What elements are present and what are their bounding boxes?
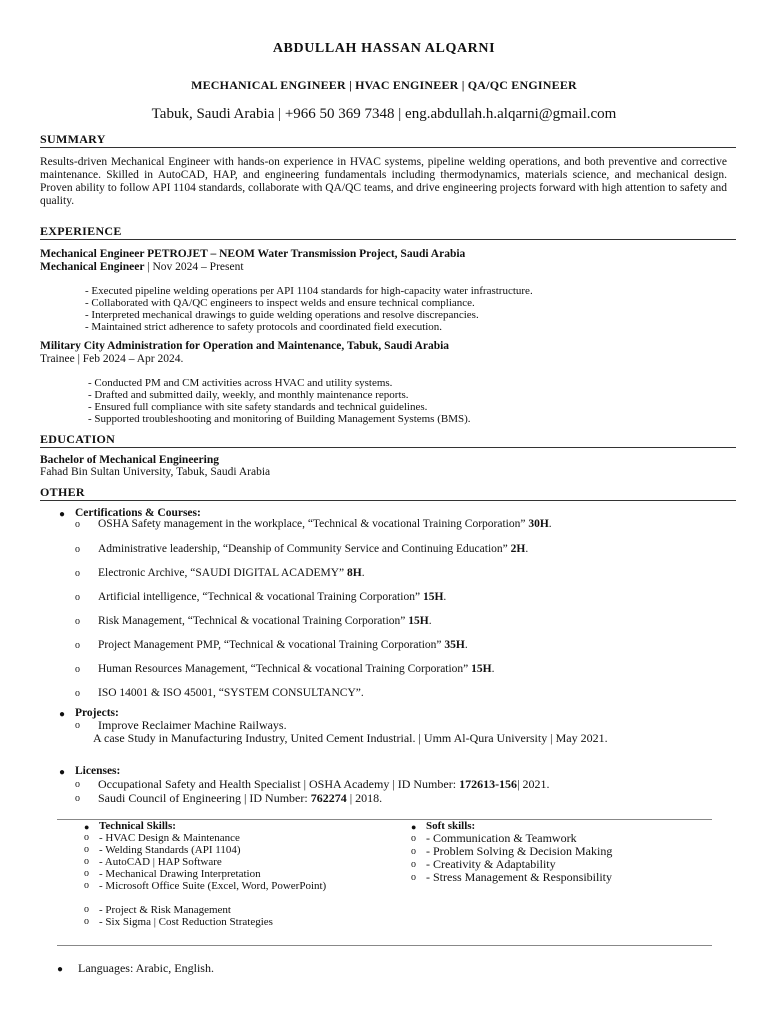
ring-bullet-icon: o	[75, 592, 80, 603]
job-bullet: - Collaborated with QA/QC engineers to inspect welds and ensure technical compliance.	[85, 297, 475, 309]
ring-bullet-icon: o	[75, 779, 80, 790]
certs-heading: Certifications & Courses:	[75, 507, 201, 519]
job-bullet: - Ensured full compliance with site safety standards and technical guidelines.	[88, 401, 428, 413]
degree: Bachelor of Mechanical Engineering	[40, 454, 219, 466]
bullet-icon: ●	[411, 822, 417, 832]
project-detail: A case Study in Manufacturing Industry, United Cement Industrial. | Umm Al-Qura University | May 2021.	[93, 731, 608, 745]
project-title: Improve Reclaimer Machine Railways.	[98, 718, 287, 732]
job-bullet: - Drafted and submitted daily, weekly, and monthly maintenance reports.	[88, 389, 409, 401]
job-bullet: - Executed pipeline welding operations per API 1104 standards for high-capacity water infrastructure.	[85, 285, 533, 297]
candidate-name: ABDULLAH HASSAN ALQARNI	[272, 41, 496, 56]
ring-bullet-icon: o	[84, 904, 89, 915]
job-org: Military City Administration for Operation and Maintenance, Tabuk, Saudi Arabia	[40, 340, 450, 352]
section-heading-other: OTHER	[40, 486, 736, 501]
ring-bullet-icon: o	[75, 664, 80, 675]
cert-item: Administrative leadership, “Deanship of Community Service and Continuing Education” 2H.	[98, 543, 529, 555]
cert-item: Electronic Archive, “SAUDI DIGITAL ACADEMY” 8H.	[98, 567, 365, 579]
job-role: Trainee | Feb 2024 – Apr 2024.	[40, 353, 184, 365]
ring-bullet-icon: o	[75, 793, 80, 804]
job-role: Mechanical Engineer | Nov 2024 – Present	[40, 261, 244, 273]
bullet-icon: ●	[59, 509, 66, 520]
ring-bullet-icon: o	[75, 544, 80, 555]
projects-heading: Projects:	[75, 707, 119, 719]
ring-bullet-icon: o	[75, 688, 80, 699]
ring-bullet-icon: o	[411, 859, 416, 870]
technical-skill: - Microsoft Office Suite (Excel, Word, PowerPoint)	[99, 880, 327, 892]
ring-bullet-icon: o	[75, 640, 80, 651]
ring-bullet-icon: o	[411, 846, 416, 857]
job-bullet: - Interpreted mechanical drawings to guide welding operations and resolve discrepancies.	[85, 309, 479, 321]
job-bullet: - Conducted PM and CM activities across HVAC and utility systems.	[88, 377, 393, 389]
section-heading-education: EDUCATION	[40, 433, 736, 448]
cert-item: OSHA Safety management in the workplace, “Technical & vocational Training Corporation” 30H.	[98, 518, 552, 530]
ring-bullet-icon: o	[75, 616, 80, 627]
contact-line: Tabuk, Saudi Arabia | +966 50 369 7348 | eng.abdullah.h.alqarni@gmail.com	[151, 106, 617, 122]
summary-text: Results-driven Mechanical Engineer with hands-on experience in HVAC systems, pipeline welding operations, and both preventive and corrective maintenance. Skilled in AutoCAD, HAP, and engineering fundamentals including thermodynamics, materials science, and mechanical design. Proven ability to follow API 1104 standards, collaborate with QA/QC teams, and drive engineering projects forward with high attention to safety and quality.	[40, 156, 727, 207]
ring-bullet-icon: o	[75, 720, 80, 731]
technical-skill: - Project & Risk Management	[99, 904, 231, 916]
technical-skills-heading: Technical Skills:	[99, 820, 176, 832]
license-item: Occupational Safety and Health Specialist | OSHA Academy | ID Number: 172613-156| 2021.	[98, 777, 550, 791]
technical-skill: - Six Sigma | Cost Reduction Strategies	[99, 916, 273, 928]
ring-bullet-icon: o	[84, 868, 89, 879]
licenses-heading: Licenses:	[75, 765, 121, 777]
ring-bullet-icon: o	[411, 833, 416, 844]
section-heading-experience: EXPERIENCE	[40, 225, 736, 240]
cert-item: ISO 14001 & ISO 45001, “SYSTEM CONSULTANCY”.	[98, 687, 364, 699]
ring-bullet-icon: o	[84, 880, 89, 891]
soft-skill: - Communication & Teamwork	[426, 831, 577, 845]
ring-bullet-icon: o	[84, 844, 89, 855]
job-bullet: - Maintained strict adherence to safety protocols and coordinated field execution.	[85, 321, 443, 333]
technical-skill: - Mechanical Drawing Interpretation	[99, 868, 261, 880]
ring-bullet-icon: o	[84, 856, 89, 867]
technical-skill: - Welding Standards (API 1104)	[99, 844, 241, 856]
ring-bullet-icon: o	[75, 519, 80, 530]
section-heading-summary: SUMMARY	[40, 133, 736, 148]
ring-bullet-icon: o	[84, 832, 89, 843]
technical-skill: - HVAC Design & Maintenance	[99, 832, 240, 844]
skills-bottom-rule	[57, 945, 712, 946]
soft-skill: - Stress Management & Responsibility	[426, 870, 612, 884]
bullet-icon: ●	[59, 709, 66, 720]
soft-skill: - Creativity & Adaptability	[426, 857, 556, 871]
soft-skills-heading: Soft skills:	[426, 820, 476, 832]
cert-item: Risk Management, “Technical & vocational Training Corporation” 15H.	[98, 615, 432, 627]
cert-item: Human Resources Management, “Technical & vocational Training Corporation” 15H.	[98, 663, 495, 675]
job-org: Mechanical Engineer PETROJET – NEOM Water Transmission Project, Saudi Arabia	[40, 248, 466, 260]
ring-bullet-icon: o	[411, 872, 416, 883]
bullet-icon: ●	[59, 767, 66, 778]
bullet-icon: ●	[84, 822, 90, 832]
cert-item: Artificial intelligence, “Technical & vocational Training Corporation” 15H.	[98, 591, 447, 603]
soft-skill: - Problem Solving & Decision Making	[426, 844, 613, 858]
cert-item: Project Management PMP, “Technical & vocational Training Corporation” 35H.	[98, 639, 468, 651]
job-bullet: - Supported troubleshooting and monitoring of Building Management Systems (BMS).	[88, 413, 471, 425]
languages: Languages: Arabic, English.	[78, 961, 214, 975]
license-item: Saudi Council of Engineering | ID Number: 762274 | 2018.	[98, 791, 383, 805]
ring-bullet-icon: o	[84, 916, 89, 927]
ring-bullet-icon: o	[75, 568, 80, 579]
bullet-icon: ●	[57, 964, 64, 975]
job-titles: MECHANICAL ENGINEER | HVAC ENGINEER | QA/QC ENGINEER	[191, 78, 577, 92]
technical-skill: - AutoCAD | HAP Software	[99, 856, 222, 868]
school: Fahad Bin Sultan University, Tabuk, Saudi Arabia	[40, 466, 271, 478]
